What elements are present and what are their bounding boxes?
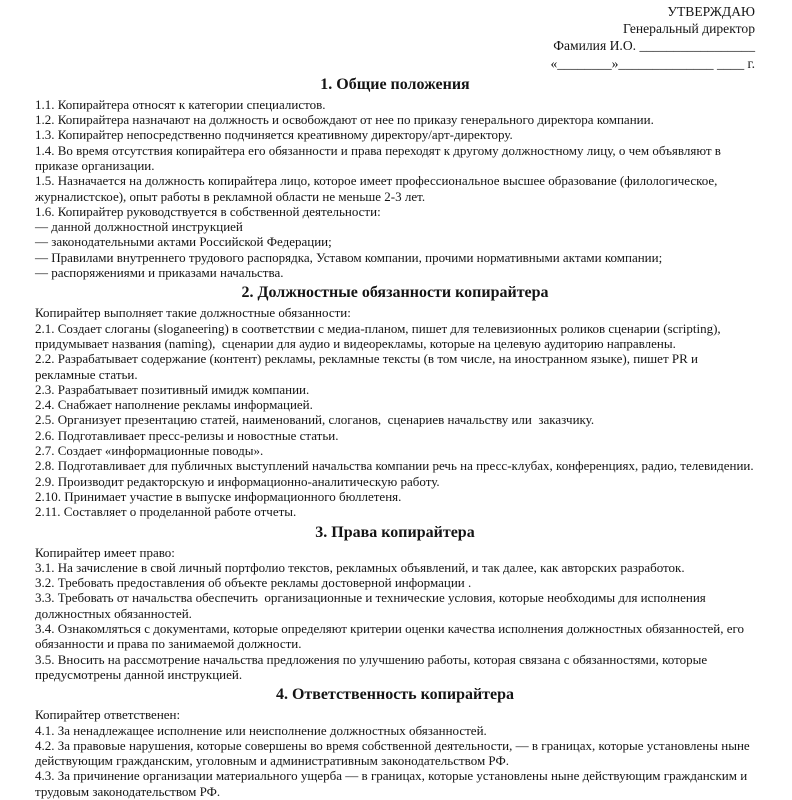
paragraph: 3.3. Требовать от начальства обеспечить организационные и технические условия, которые необходимы для исполнения должностных обязанностей. bbox=[35, 590, 710, 621]
approver-title: Генеральный директор bbox=[623, 21, 755, 37]
paragraph: — распоряжениями и приказами начальства. bbox=[35, 265, 284, 281]
approval-block bbox=[35, 3, 755, 72]
section-duties bbox=[35, 283, 755, 519]
paragraph: Копирайтер выполняет такие должностные обязанности: bbox=[35, 305, 351, 321]
paragraph: 3.4. Ознакомляться с документами, которые определяют критерии оценки качества исполнения должностных обязанностей, его обязанности и права по занимаемой должности. bbox=[35, 621, 748, 652]
paragraph: 4.2. За правовые нарушения, которые совершены во время собственной деятельности, — в границах, которые установлены ныне действующим гражданским, уголовным и административным законодательством РФ. bbox=[35, 737, 753, 769]
paragraph: 1.6. Копирайтер руководствуется в собственной деятельности: bbox=[35, 203, 381, 219]
paragraph: 4.1. За ненадлежащее исполнение или неисполнение должностных обязанностей. bbox=[35, 722, 487, 738]
paragraph: 4.3. За причинение организации материального ущерба — в границах, которые установлены ныне действующим гражданским и трудовым законодательством РФ. bbox=[35, 768, 751, 799]
section-body bbox=[35, 97, 755, 281]
paragraph: 1.4. Во время отсутствия копирайтера его обязанности и права переходят к другому должностному лицу, о чем объявляют в приказе организации. bbox=[35, 142, 725, 173]
paragraph: 1.5. Назначается на должность копирайтера лицо, которое имеет профессиональное высшее образование (филологическое, журналистское), опыт работы в рекламной области не меньше 2-3 лет. bbox=[35, 173, 721, 204]
paragraph: Копирайтер имеет право: bbox=[35, 544, 175, 560]
paragraph: 2.11. Составляет о проделанной работе отчеты. bbox=[35, 504, 297, 520]
section-body bbox=[35, 707, 755, 799]
section-title: 2. Должностные обязанности копирайтера bbox=[241, 284, 549, 302]
section-rights bbox=[35, 523, 755, 683]
paragraph: 2.10. Принимает участие в выпуске информационного бюллетеня. bbox=[35, 488, 402, 504]
section-title: 3. Права копирайтера bbox=[315, 523, 475, 541]
section-title: 1. Общие положения bbox=[320, 75, 470, 93]
paragraph: — законодательными актами Российской Федерации; bbox=[35, 234, 332, 250]
paragraph: 1.1. Копирайтера относят к категории специалистов. bbox=[35, 96, 326, 112]
paragraph: 3.5. Вносить на рассмотрение начальства предложения по улучшению работы, которая связана с обязанностями, которые предусмотрены данной инструкцией. bbox=[35, 651, 711, 682]
paragraph: 2.2. Разрабатывает содержание (контент) рекламы, рекламные тексты (в том числе, на иностранном языке), пишет PR и рекламные статьи. bbox=[35, 351, 702, 382]
approval-stamp: УТВЕРЖДАЮ bbox=[667, 4, 755, 19]
section-title: 4. Ответственность копирайтера bbox=[275, 686, 515, 704]
paragraph: 2.8. Подготавливает для публичных выступлений начальства компании речь на пресс-клубах, конференциях, радио, телевидении. bbox=[35, 458, 754, 474]
approval-date-blank: «________»______________ ____ г. bbox=[550, 55, 755, 71]
section-body bbox=[35, 305, 755, 519]
section-body bbox=[35, 545, 755, 683]
paragraph: 2.6. Подготавливает пресс-релизы и новостные статьи. bbox=[35, 427, 339, 443]
paragraph: 1.3. Копирайтер непосредственно подчиняется креативному директору/арт-директору. bbox=[35, 127, 513, 143]
paragraph: 2.4. Снабжает наполнение рекламы информацией. bbox=[35, 397, 313, 413]
paragraph: 1.2. Копирайтера назначают на должность и освобождают от нее по приказу генерального директора компании. bbox=[35, 112, 654, 128]
section-responsibility bbox=[35, 685, 755, 799]
paragraph: 2.5. Организует презентацию статей, наименований, слоганов, сценариев начальству или заказчику. bbox=[35, 412, 595, 428]
paragraph: 2.7. Создает «информационные поводы». bbox=[35, 443, 264, 459]
paragraph: 2.3. Разрабатывает позитивный имидж компании. bbox=[35, 381, 310, 397]
paragraph: 3.1. На зачисление в свой личный портфолио текстов, рекламных объявлений, и так далее, как авторских разработок. bbox=[35, 559, 685, 575]
section-general-provisions bbox=[35, 75, 755, 281]
approver-name-blank: Фамилия И.О. _________________ bbox=[553, 38, 755, 54]
paragraph: Копирайтер ответственен: bbox=[35, 707, 181, 723]
paragraph: — данной должностной инструкцией bbox=[35, 219, 243, 235]
paragraph: 3.2. Требовать предоставления об объекте рекламы достоверной информации . bbox=[35, 575, 472, 591]
paragraph: 2.9. Производит редакторскую и информационно-аналитическую работу. bbox=[35, 473, 440, 489]
paragraph: 2.1. Создает слоганы (sloganeering) в соответствии с медиа-планом, пишет для телевизионных роликов сценарии (scripting), придумывает названия (naming), сценарии для аудио и видеорекламы, которые на целевую аудиторию направлены. bbox=[35, 320, 724, 351]
paragraph: — Правилами внутреннего трудового распорядка, Уставом компании, прочими нормативными актами компании; bbox=[35, 249, 663, 265]
